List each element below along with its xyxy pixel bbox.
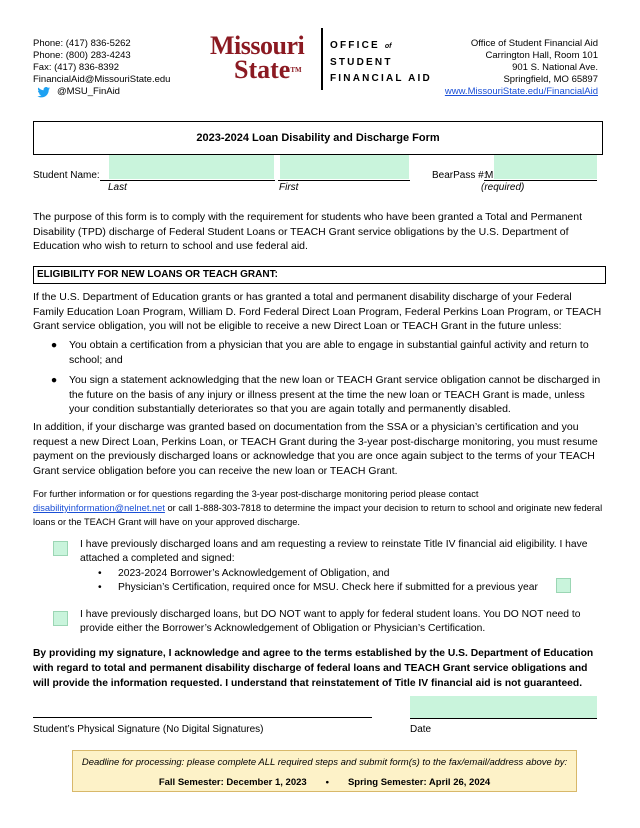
option-reinstate-checkbox[interactable] xyxy=(53,541,68,556)
fax: Fax: (417) 836-8392 xyxy=(33,62,120,73)
sub-bullet-dot: • xyxy=(98,582,102,593)
logo-word-state xyxy=(234,55,318,84)
date-field[interactable] xyxy=(410,696,597,719)
logo-state-text: State xyxy=(234,55,291,84)
previous-year-checkbox[interactable] xyxy=(556,578,571,593)
logo-word-missouri: Missouri xyxy=(210,31,305,60)
deadline-separator: • xyxy=(325,777,329,788)
bearpass-prefix: M xyxy=(485,170,494,181)
website-link[interactable]: www.MissouriState.edu/FinancialAid xyxy=(444,86,598,97)
office-title xyxy=(330,38,432,87)
addr-line1: Office of Student Financial Aid xyxy=(470,38,598,49)
logo-tm: TM xyxy=(290,66,302,74)
addr-line4: Springfield, MO 65897 xyxy=(503,74,598,85)
twitter-icon xyxy=(37,87,51,98)
eligibility-bullet-1 xyxy=(39,338,601,367)
sub-1-text: 2023-2024 Borrower’s Acknowledgement of Obligation, and xyxy=(118,568,390,579)
phone-tollfree: Phone: (800) 283-4243 xyxy=(33,50,131,61)
bullet-1-text: You obtain a certification from a physician that you are able to engage in substantial gainful activity and return to school; and xyxy=(69,339,589,366)
further-text-1: For further information or for questions regarding the 3-year post-discharge monitoring period please contact xyxy=(33,489,479,499)
bearpass-label: BearPass #: xyxy=(432,170,487,181)
deadline-text: Deadline for processing: please complete ALL required steps and submit form(s) to the fax/email/address above by: xyxy=(81,757,568,768)
acknowledgement-text: By providing my signature, I acknowledge and agree to the terms established by the U.S. Department of Education with regard to total and permanent disability discharge of federal loans and TEACH Grant service obligations and will provide the information requested. I understand that reinstatement of Title IV financial aid is not guaranteed. xyxy=(33,648,594,689)
bullet-2-text: You sign a statement acknowledging that the new loan or TEACH Grant service obligation cannot be discharged in the future on the basis of any injury or illness present at the time the new loan or TEACH Grant is made, unless your condition substantially deteriorates so that you are again totally and permanently disabled. xyxy=(69,374,601,415)
address-block xyxy=(445,38,598,98)
disability-email-link[interactable]: disabilityinformation@nelnet.net xyxy=(33,503,165,513)
option-reinstate-sub-2 xyxy=(98,581,538,595)
last-label: Last xyxy=(108,182,127,193)
eligibility-paragraph-2: In addition, if your discharge was granted based on documentation from the SSA or a physician’s certification and you request a new Direct Loan, Perkins Loan, or TEACH Grant during the 3-year post-discharge monitoring, you must resume payment on the previously discharged loans or acknowledge that you are once again subject to the terms of your TEACH Grant service obligation before you can receive the new loan or TEACH Grant. xyxy=(33,421,598,477)
signature-line[interactable] xyxy=(33,705,372,718)
option-reinstate-sub-1 xyxy=(98,567,390,581)
eligibility-paragraph-1: If the U.S. Department of Education grants or has granted a total and permanent disability discharge of your Federal Family Education Loan Program, William D. Ford Federal Direct Loan Program, Federal Perkins Loan Program, or TEACH Grant service obligation, you will not be eligible to receive a new Direct Loan or TEACH Grant in the future unless: xyxy=(33,291,602,332)
fall-deadline: Fall Semester: December 1, 2023 xyxy=(158,777,307,788)
option-no-loans-checkbox[interactable] xyxy=(53,611,68,626)
student-name-label: Student Name: xyxy=(33,170,100,181)
bearpass-field[interactable] xyxy=(494,155,597,179)
intro-paragraph: The purpose of this form is to comply with the requirement for students who have been granted a Total and Permanent Disability (TPD) discharge of Federal Student Loans or TEACH Grant service obligations by the U.S. Department of Education who wish to return to school and use federal aid. xyxy=(33,211,583,252)
eligibility-heading: ELIGIBILITY FOR NEW LOANS OR TEACH GRANT: xyxy=(33,266,606,284)
twitter-handle[interactable]: @MSU_FinAid xyxy=(57,86,120,97)
eligibility-bullet-2 xyxy=(39,373,601,417)
sub-2-text: Physician’s Certification, required once for MSU. Check here if submitted for a previous year xyxy=(118,582,538,593)
further-text-2: or call 1-888-303-7818 to determine the impact your decision to return to school and originate new federal loans or the TEACH Grant will have on your approved discharge. xyxy=(33,503,603,527)
office-line3: FINANCIAL AID xyxy=(330,73,432,84)
further-info xyxy=(33,487,605,529)
office-of: of xyxy=(384,43,392,50)
deadline-box xyxy=(72,750,577,792)
email[interactable]: FinancialAid@MissouriState.edu xyxy=(33,74,171,85)
missouri-state-logo xyxy=(210,31,318,84)
addr-line3: 901 S. National Ave. xyxy=(512,62,598,73)
office-line1 xyxy=(330,38,432,55)
option-reinstate-text: I have previously discharged loans and am requesting a review to reinstate Title IV financial aid eligibility. I have attached a completed and signed: xyxy=(80,539,588,564)
spring-deadline: Spring Semester: April 26, 2024 xyxy=(347,777,491,788)
required-label: (required) xyxy=(481,182,525,193)
twitter-row xyxy=(37,86,170,98)
addr-line2: Carrington Hall, Room 101 xyxy=(485,50,598,61)
last-name-field[interactable] xyxy=(109,155,274,179)
date-label: Date xyxy=(410,724,432,735)
header-divider xyxy=(321,28,323,90)
signature-label: Student’s Physical Signature (No Digital Signatures) xyxy=(33,724,264,735)
deadline-dates xyxy=(73,777,576,788)
bullet-dot: ● xyxy=(50,374,58,386)
first-name-field[interactable] xyxy=(280,155,409,179)
first-label: First xyxy=(279,182,299,193)
option-no-loans-text: I have previously discharged loans, but DO NOT want to apply for federal student loans. You DO NOT need to provide either the Borrower’s Acknowledgement of Obligation or Physician’s Certification. xyxy=(80,609,581,634)
bullet-dot: ● xyxy=(50,339,58,351)
contact-block xyxy=(33,38,170,98)
form-title: 2023-2024 Loan Disability and Discharge Form xyxy=(33,121,603,155)
office-line2: STUDENT xyxy=(330,57,393,68)
sub-bullet-dot: • xyxy=(98,568,102,579)
phone: Phone: (417) 836-5262 xyxy=(33,38,131,49)
office-word: OFFICE xyxy=(330,40,380,51)
